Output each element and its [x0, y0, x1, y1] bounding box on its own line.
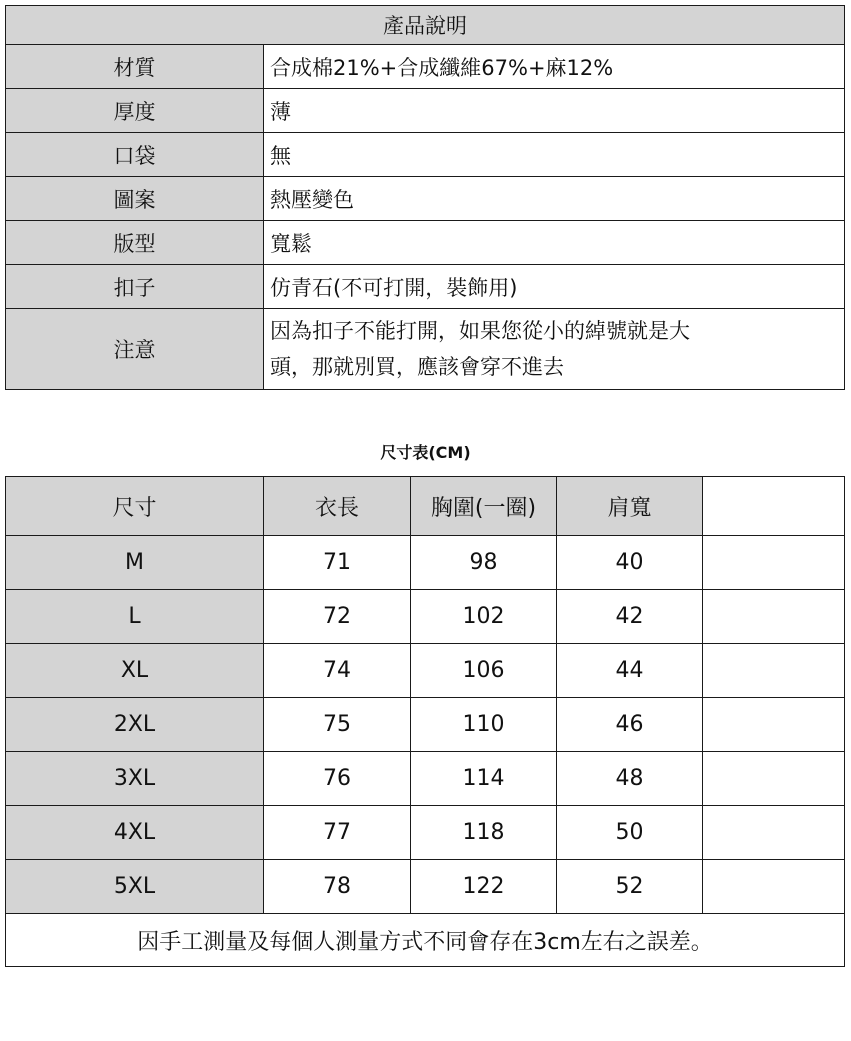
size-cell: XL [6, 644, 264, 698]
length-cell: 76 [264, 752, 411, 806]
length-cell: 71 [264, 536, 411, 590]
chest-cell: 122 [411, 860, 557, 914]
size-row [6, 860, 845, 914]
shoulder-cell: 48 [557, 752, 703, 806]
note-row [6, 914, 845, 967]
description-row-fit [6, 221, 845, 265]
notice-line-2: 頭，那就別買，應該會穿不進去 [270, 355, 564, 379]
empty-cell [703, 590, 845, 644]
header-chest: 胸圍(一圈) [411, 477, 557, 536]
empty-cell [703, 752, 845, 806]
chest-cell: 110 [411, 698, 557, 752]
size-cell: L [6, 590, 264, 644]
description-value: 熱壓變色 [264, 177, 845, 221]
description-row-material [6, 45, 845, 89]
description-label: 材質 [6, 45, 264, 89]
size-cell: 2XL [6, 698, 264, 752]
notice-label: 注意 [6, 309, 264, 390]
size-cell: 3XL [6, 752, 264, 806]
size-row [6, 698, 845, 752]
empty-cell [703, 698, 845, 752]
chest-cell: 114 [411, 752, 557, 806]
shoulder-cell: 52 [557, 860, 703, 914]
description-label: 扣子 [6, 265, 264, 309]
size-row [6, 806, 845, 860]
description-row-pocket [6, 133, 845, 177]
chest-cell: 98 [411, 536, 557, 590]
description-row-pattern [6, 177, 845, 221]
shoulder-cell: 50 [557, 806, 703, 860]
chest-cell: 102 [411, 590, 557, 644]
description-value: 無 [264, 133, 845, 177]
shoulder-cell: 46 [557, 698, 703, 752]
size-header-row [6, 477, 845, 536]
length-cell: 78 [264, 860, 411, 914]
empty-cell [703, 860, 845, 914]
description-label: 口袋 [6, 133, 264, 177]
size-chart-caption: 尺寸表(CM) [380, 443, 471, 462]
notice-line-1: 因為扣子不能打開，如果您從小的綽號就是大 [270, 319, 690, 343]
description-row-buttons [6, 265, 845, 309]
header-shoulder: 肩寬 [557, 477, 703, 536]
shoulder-cell: 40 [557, 536, 703, 590]
description-value: 薄 [264, 89, 845, 133]
length-cell: 72 [264, 590, 411, 644]
size-row [6, 590, 845, 644]
chest-cell: 118 [411, 806, 557, 860]
empty-cell [703, 536, 845, 590]
product-description-table [5, 5, 845, 390]
length-cell: 74 [264, 644, 411, 698]
description-value: 寬鬆 [264, 221, 845, 265]
length-cell: 77 [264, 806, 411, 860]
header-size: 尺寸 [6, 477, 264, 536]
description-value: 仿青石(不可打開，裝飾用) [264, 265, 845, 309]
description-title: 產品說明 [6, 6, 845, 45]
size-row [6, 536, 845, 590]
length-cell: 75 [264, 698, 411, 752]
header-empty [703, 477, 845, 536]
description-row-thickness [6, 89, 845, 133]
description-row-notice [6, 309, 845, 390]
size-cell: M [6, 536, 264, 590]
description-label: 版型 [6, 221, 264, 265]
size-row [6, 752, 845, 806]
header-length: 衣長 [264, 477, 411, 536]
empty-cell [703, 644, 845, 698]
chest-cell: 106 [411, 644, 557, 698]
size-row [6, 644, 845, 698]
description-header-row [6, 6, 845, 45]
description-label: 厚度 [6, 89, 264, 133]
size-cell: 4XL [6, 806, 264, 860]
description-label: 圖案 [6, 177, 264, 221]
measurement-note: 因手工測量及每個人測量方式不同會存在3cm左右之誤差。 [6, 914, 845, 967]
size-chart-table [5, 476, 845, 967]
shoulder-cell: 44 [557, 644, 703, 698]
shoulder-cell: 42 [557, 590, 703, 644]
notice-value [264, 309, 845, 390]
size-cell: 5XL [6, 860, 264, 914]
description-value: 合成棉21%+合成纖維67%+麻12% [264, 45, 845, 89]
empty-cell [703, 806, 845, 860]
